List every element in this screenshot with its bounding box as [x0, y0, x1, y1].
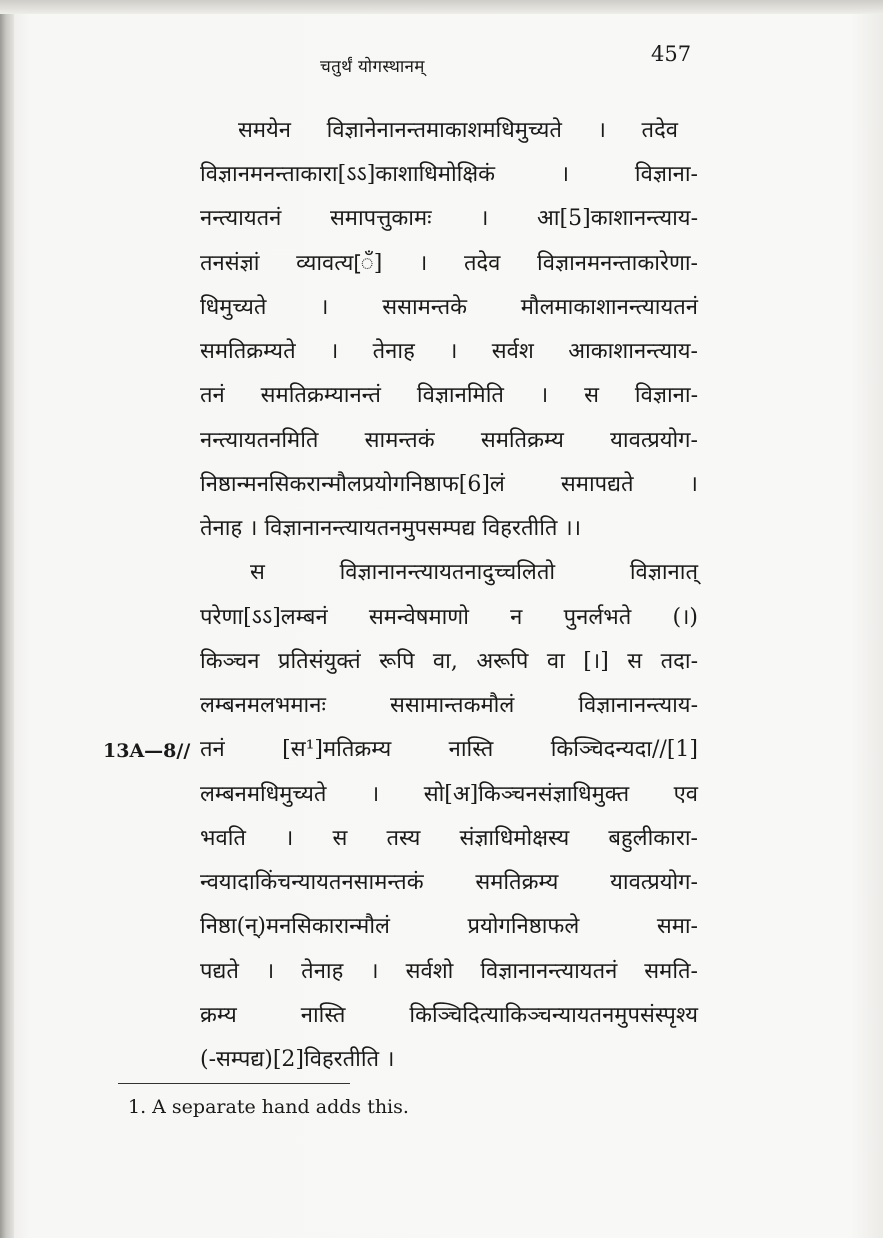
text-line-20: पद्यते । तेनाह । सर्वशो विज्ञानानन्त्यायतनं समति- [200, 959, 698, 984]
text-line-19: निष्ठा(न्)मनसिकारान्मौलं प्रयोगनिष्ठाफले समा- [200, 914, 698, 939]
text-line-14: लम्बनमलभमानः ससामान्तकमौलं विज्ञानानन्त्याय- [200, 693, 698, 718]
text-line-13: किञ्चन प्रतिसंयुक्तं रूपि वा, अरूपि वा [।] स तदा- [200, 649, 698, 674]
text-line-8: नन्त्यायतनमिति सामन्तकं समतिक्रम्य यावत्प्रयोग- [200, 428, 698, 453]
text-line-9: निष्ठान्मनसिकरान्मौलप्रयोगनिष्ठाफ[6]लं समापद्यते । [200, 472, 698, 497]
text-line-4: तनसंज्ञां व्यावत्य[ँ] । तदेव विज्ञानमनन्ताकारेणा- [200, 251, 698, 276]
text-line-3: नन्त्यायतनं समापत्तुकामः । आ[5]काशानन्त्याय- [200, 206, 698, 231]
footnote: 1. A separate hand adds this. [128, 1096, 409, 1118]
text-line-6: समतिक्रम्यते । तेनाह । सर्वश आकाशानन्त्याय- [200, 339, 698, 364]
text-line-15: तनं [स¹]मतिक्रम्य नास्ति किञ्चिदन्यदा//[1] [200, 737, 698, 762]
text-line-5: धिमुच्यते । ससामन्तके मौलमाकाशानन्त्यायतनं [200, 295, 698, 320]
text-line-7: तनं समतिक्रम्यानन्तं विज्ञानमिति । स विज्ञाना- [200, 383, 698, 408]
text-line-22: (-सम्पद्य)[2]विहरतीति । [200, 1047, 395, 1072]
running-head: चतुर्थं योगस्थानम् [320, 57, 425, 77]
footnote-rule [118, 1083, 350, 1084]
text-line-10: तेनाह । विज्ञानानन्त्यायतनमुपसम्पद्य विहरतीति ।। [200, 516, 582, 541]
text-line-21: क्रम्य नास्ति किञ्चिदित्याकिञ्चन्यायतनमुपसंस्पृश्य [200, 1003, 698, 1028]
text-line-2: विज्ञानमनन्ताकारा[ऽऽ]काशाधिमोक्षिकं । विज्ञाना- [200, 162, 698, 187]
text-line-1: समयेन विज्ञानेनानन्तमाकाशमधिमुच्यते । तदेव [238, 118, 678, 143]
text-line-12: परेणा[ऽऽ]लम्बनं समन्वेषमाणो न पुनर्लभते (।) [200, 605, 698, 630]
text-line-16: लम्बनमधिमुच्यते । सो[अ]किञ्चनसंज्ञाधिमुक्त एव [200, 782, 698, 807]
page-spine-shadow [0, 0, 14, 1238]
page-top-edge [0, 0, 883, 14]
text-line-18: न्वयादाकिंचन्यायतनसामन्तकं समतिक्रम्य यावत्प्रयोग- [200, 870, 698, 895]
margin-folio-reference: 13A—8// [103, 740, 191, 762]
text-line-17: भवति । स तस्य संज्ञाधिमोक्षस्य बहुलीकारा- [200, 826, 698, 851]
text-line-11: स विज्ञानानन्त्यायतनादुच्चलितो विज्ञानात् [250, 560, 698, 585]
page-number: 457 [651, 42, 692, 66]
